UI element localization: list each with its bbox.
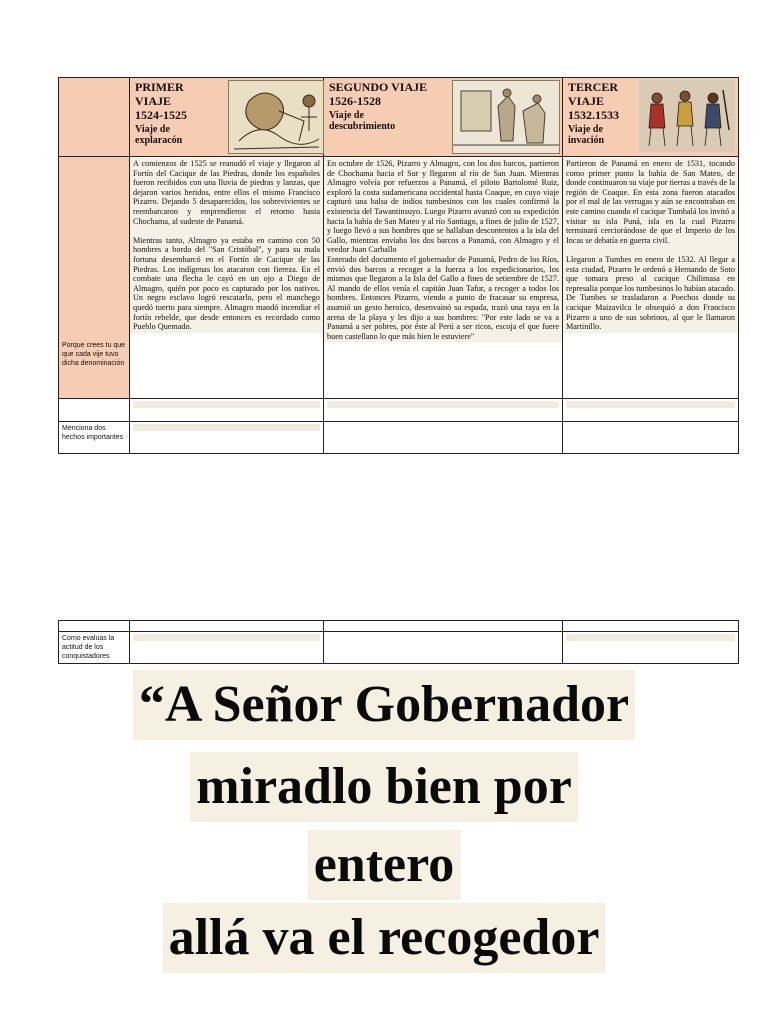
attitude-answer-trip3[interactable] [563, 632, 739, 664]
trip2-illustration [452, 80, 560, 154]
blank-label-cell [59, 399, 130, 422]
trip3-illustration [639, 80, 735, 152]
why-name-answer-trip2[interactable] [324, 399, 563, 422]
trip1-subtitle: Viaje de explaracón [135, 124, 183, 146]
facts-answer-trip3[interactable] [563, 422, 739, 454]
trip2-text-cell [324, 157, 563, 399]
trip1-text: A comienzos de 1525 se reanudó el viaje y llegaron al Fortín del Cacique de las Piedras, donde los españoles fueron recibidos con una lluvia de piedras y lanzas, que dejaron varios heridos, entre ellos el mismo Francisco Pizarro. Dejando 5 desaparecidos, los sobrevivientes se reembarcaron y emprendieron el retorno hasta Chochama, al sudeste de Panamá. Mientras tanto, Almagro ya estaba en camino con 50 hombres a bordo del "San Cristóbal", y para su mala fortuna desembarcó en el Fortín de Cacique de las Piedras. Los indígenas los atacaron con fiereza. En el combate una flecha le cayó en un ojo a Diego de Almagro, quién por poco es capturado por los nativos. Un negro esclavo logró rescatarlo, pero el manchego quedó tuerto para siempre. Almagro mandó incendiar el fortín rebelde, que desde entonces es recordado como Pueblo Quemado. [130, 158, 323, 333]
why-name-answer-trip3[interactable] [563, 399, 739, 422]
header-corner-cell [59, 78, 130, 157]
facts-answer-trip1[interactable] [130, 422, 324, 454]
attitude-answer-trip1[interactable] [130, 632, 324, 664]
trip2-subtitle: Viaje de descubrimiento [329, 110, 396, 132]
quote-line-3: entero [308, 830, 461, 900]
quote-line-2: miradlo bien por [190, 752, 578, 822]
row-label-cell-facts [59, 422, 130, 454]
trip3-header [563, 78, 739, 157]
row-label-cell-attitude [59, 632, 130, 664]
quote-line-1: “A Señor Gobernador [133, 670, 635, 740]
trip2-text: En octubre de 1526, Pizarro y Almagro, con los dos barcos, partieron de Chochama hacia el Sur y llegaron al río de San Juan. Mientras Almagro volvía por refuerzos a Panamá, el piloto Bartolomé Ruiz, exploró la costa sudamericana occidental hasta Coaque, en cuyo viaje capturó una balsa de indios tumbesinos con los cuales confirmó la existencia del Tawantinsuyo. Luego Pizarro avanzó con su expedición hacia la bahía de San Mateo y al río Santiago, a fines de julio de 1527, y luego llevó a sus hombres que se hallaban descontentos a la isla del Gallo, mientras enviaba los dos barcos a Panamá, con Almagro y el veedor Juan Carballo Enterado del documento el gobernador de Panamá, Pedro de los Ríos, envió dos barcos a recoger a la fuerza a los expedicionarios, los mismos que llegaron a la Isla del Gallo a fines de setiembre de 1527. Al mando de ellos venía el capitán Juan Tafur, a recoger a todos los hombres. Entonces Pizarro, viendo a punto de fracasar su empresa, asumió un gesto heroico, desenvainó su espada, trazó una raya en la arena de la playa y les dijo a sus hombres: "Por este lado se va a Panamá a ser pobres, por éste al Perú a ser ricos, escoja el que fuere buen castellano lo que más bien le estuviere" [324, 158, 562, 342]
trip3-subtitle: Viaje de invación [568, 124, 605, 146]
trip1-header [130, 78, 324, 157]
trip3-title: TERCER VIAJE 1532.1533 [568, 80, 619, 122]
trips-table [58, 77, 739, 454]
why-name-answer-trip1[interactable] [130, 399, 324, 422]
attitude-answer-trip2[interactable] [324, 632, 563, 664]
trip2-header [324, 78, 563, 157]
trip3-text: Partieron de Panamá en enero de 1531, tocando como primer punto la bahía de San Mateo, de donde continuaron su viaje por tierras a través de la región de Coaque. En esta zona fueron atacados por el mal de las verrugas y aún se encontraban en este camino cuando el cacique Tumbalá los invitó a visitar su isla Puná, isla en la cual Pizarro terminará cerciorándose de que el Imperio de los Incas se debatía en guerra civil. Llegaron a Tumbes en enero de 1532. Al llegar a esta ciudad, Pizarro le ordenó a Hernando de Soto que tomara preso al cacique Chilimasa en represalia porque los tumbesinos lo habían atacado. De Tumbes se trasladaron a Poechos donde su cacique Maizavilca le obsequió a don Francisco Pizarro a uno de sus sobrinos, al que le llamaron Martinillo. [563, 158, 738, 333]
trip1-illustration [228, 80, 324, 154]
trip2-title: SEGUNDO VIAJE 1526-1528 [329, 80, 428, 108]
trip1-title: PRIMER VIAJE 1524-1525 [135, 80, 187, 122]
row-label-important-facts: Menciona dos hechos importantes [62, 425, 124, 441]
row-label-why-name: Porque crees tu que que cada vije tuvo dicha denominación [62, 342, 126, 367]
trip1-text-cell [130, 157, 324, 399]
row-label-attitude: Como evaluas la actitud de los conquistadores [62, 635, 115, 660]
row-label-cell-why-name [59, 157, 130, 399]
attitude-table [58, 620, 739, 664]
facts-answer-trip2[interactable] [324, 422, 563, 454]
trip3-text-cell [563, 157, 739, 399]
quote-line-4: allá va el recogedor [163, 903, 606, 973]
